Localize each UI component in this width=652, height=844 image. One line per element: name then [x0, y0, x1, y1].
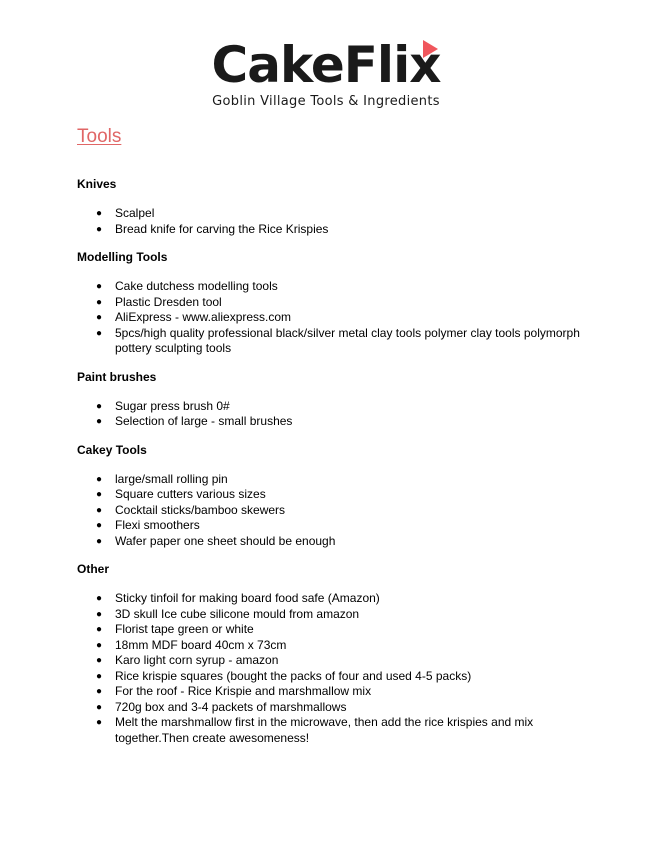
section-heading: Knives: [77, 177, 117, 191]
bullet-icon: ●: [96, 520, 103, 531]
bullet-icon: ●: [96, 655, 103, 666]
list-item: [77, 518, 587, 534]
item-list: [77, 399, 587, 430]
bullet-icon: ●: [96, 416, 103, 427]
list-item: [77, 399, 587, 415]
bullet-icon: ●: [96, 686, 103, 697]
list-item: [77, 638, 587, 654]
list-item-text: For the roof - Rice Krispie and marshmallow mix: [115, 684, 372, 698]
list-item-text: large/small rolling pin: [115, 471, 228, 486]
list-item: [77, 206, 587, 222]
bullet-icon: ●: [96, 504, 103, 516]
list-item: [77, 472, 587, 488]
bullet-icon: ●: [96, 608, 103, 620]
logo-wordmark-text: CakeFlix: [211, 36, 441, 94]
list-item: [77, 700, 587, 716]
item-list: [77, 279, 587, 357]
list-item: [77, 487, 587, 503]
list-item-text: Scalpel: [115, 206, 155, 220]
list-item-text: Cocktail sticks/bamboo skewers: [115, 502, 286, 517]
item-list: [77, 206, 587, 237]
logo-wordmark: [212, 38, 441, 92]
list-item: [77, 622, 587, 638]
bullet-icon: ●: [96, 717, 103, 728]
list-item-text: 3D skull Ice cube silicone mould from amazon: [115, 606, 360, 621]
list-item-text: Square cutters various sizes: [115, 487, 266, 501]
cakeflix-logo: [0, 38, 652, 110]
list-item: [77, 222, 587, 238]
list-item: [77, 295, 587, 311]
list-item-text: 18mm MDF board 40cm x 73cm: [115, 637, 287, 652]
list-item: [77, 715, 587, 746]
bullet-icon: ●: [96, 296, 103, 308]
tools-content: [77, 177, 587, 759]
list-item-text: Flexi smoothers: [115, 518, 200, 532]
list-item-text: 720g box and 3-4 packets of marshmallows: [115, 699, 347, 714]
bullet-icon: ●: [96, 639, 103, 651]
item-list: [77, 472, 587, 550]
bullet-icon: ●: [96, 208, 103, 219]
item-list: [77, 591, 587, 746]
list-item: [77, 326, 587, 357]
section-heading: Paint brushes: [77, 369, 157, 384]
list-item-text: Sticky tinfoil for making board food safe (Amazon): [115, 591, 380, 605]
bullet-icon: ●: [96, 473, 103, 485]
bullet-icon: ●: [96, 400, 103, 412]
bullet-icon: ●: [96, 670, 103, 682]
list-item: [77, 279, 587, 295]
list-item-text: Plastic Dresden tool: [115, 294, 222, 309]
list-item: [77, 534, 587, 550]
list-item-text: Rice krispie squares (bought the packs of four and used 4-5 packs): [115, 668, 472, 683]
list-item: [77, 414, 587, 430]
bullet-icon: ●: [96, 312, 103, 323]
section-heading: Modelling Tools: [77, 250, 168, 264]
logo-tagline: Goblin Village Tools & Ingredients: [212, 94, 440, 109]
list-item-text: Bread knife for carving the Rice Krispies: [115, 221, 329, 236]
bullet-icon: ●: [96, 624, 103, 635]
list-item-text: AliExpress - www.aliexpress.com: [115, 310, 292, 324]
list-item-text: Wafer paper one sheet should be enough: [115, 533, 336, 548]
list-item: [77, 684, 587, 700]
list-item-text: Selection of large - small brushes: [115, 414, 293, 428]
list-item: [77, 310, 587, 326]
list-item: [77, 607, 587, 623]
list-item-text: Karo light corn syrup - amazon: [115, 653, 279, 667]
bullet-icon: ●: [96, 593, 103, 604]
list-item-text: Sugar press brush 0#: [115, 398, 230, 413]
list-item-text: Melt the marshmallow first in the microwave, then add the rice krispies and mix together.Then create awesomeness!: [115, 715, 534, 745]
bullet-icon: ●: [96, 281, 103, 292]
list-item-text: Cake dutchess modelling tools: [115, 279, 278, 293]
bullet-icon: ●: [96, 489, 103, 500]
list-item-text: 5pcs/high quality professional black/silver metal clay tools polymer clay tools polymorph pottery sculpting tools: [115, 325, 580, 355]
list-item-text: Florist tape green or white: [115, 622, 254, 636]
page-title: Tools: [77, 126, 122, 147]
bullet-icon: ●: [96, 535, 103, 547]
list-item: [77, 591, 587, 607]
bullet-icon: ●: [96, 701, 103, 713]
bullet-icon: ●: [96, 327, 103, 339]
section-heading: Other: [77, 562, 110, 576]
list-item: [77, 669, 587, 685]
list-item: [77, 503, 587, 519]
bullet-icon: ●: [96, 223, 103, 235]
list-item: [77, 653, 587, 669]
section-heading: Cakey Tools: [77, 442, 147, 457]
play-triangle-icon: [423, 40, 438, 58]
